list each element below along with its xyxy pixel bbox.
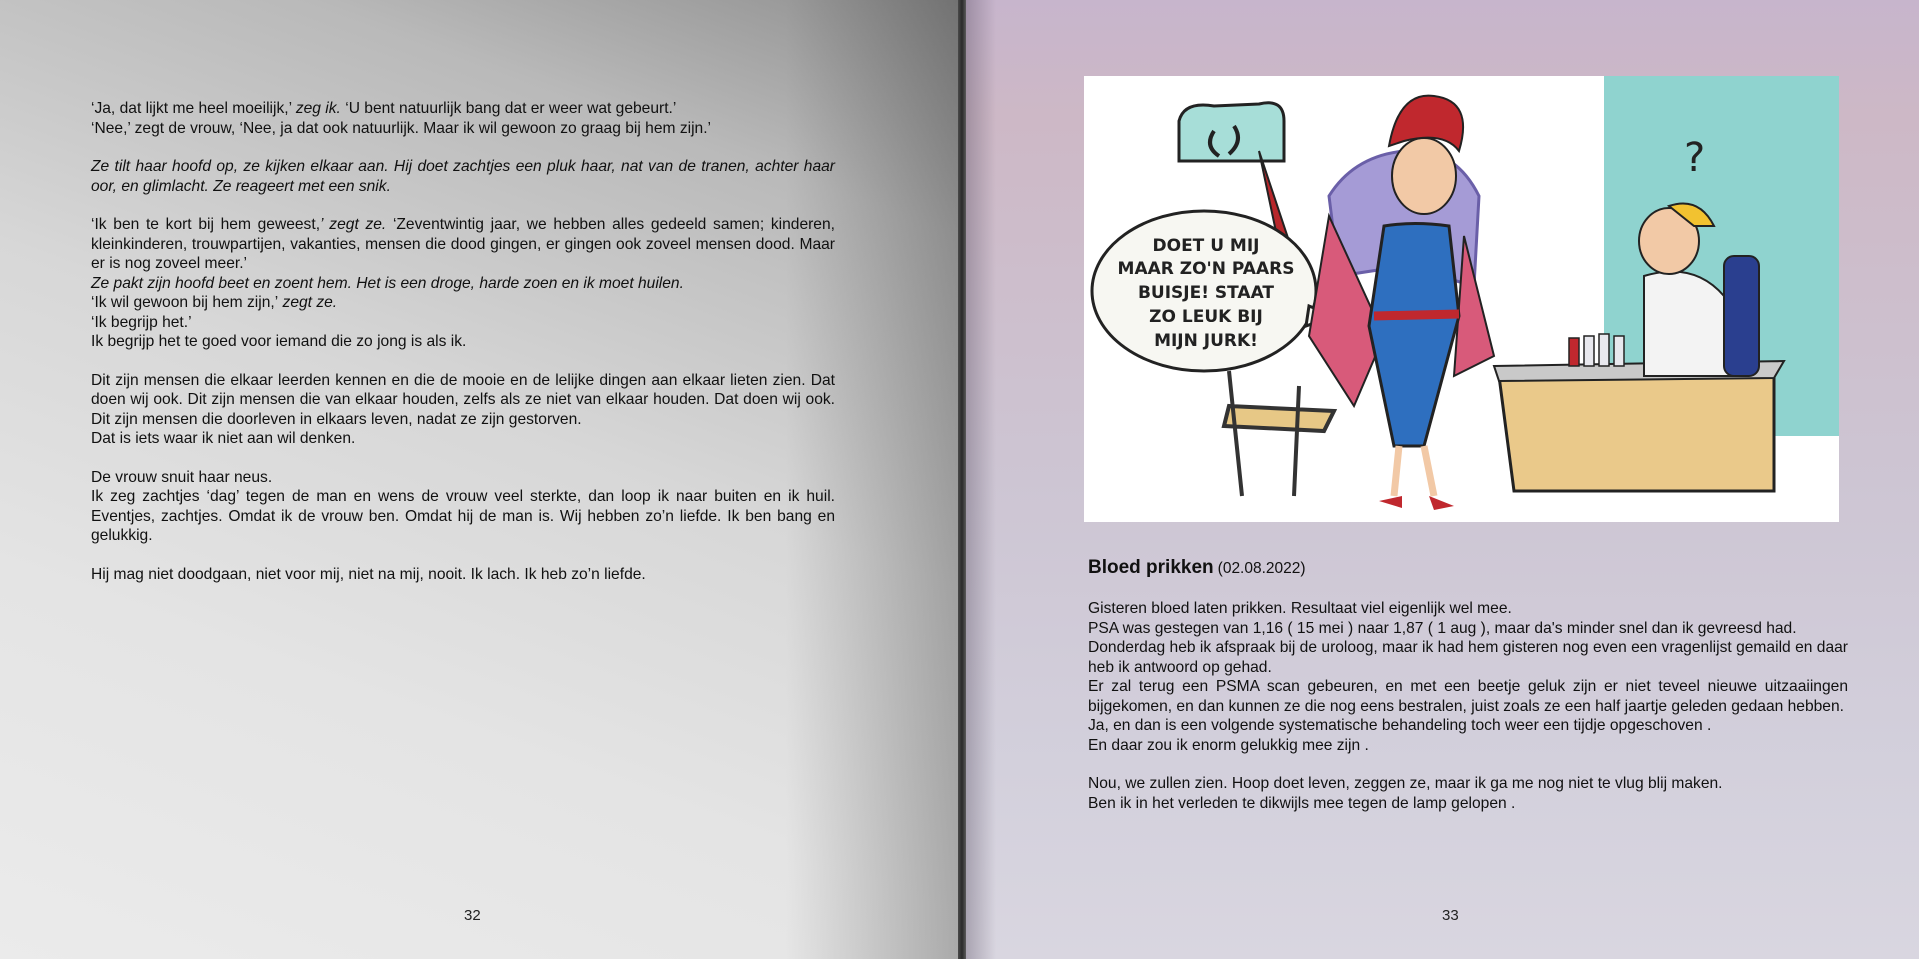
doctor-chair [1724, 256, 1759, 376]
text-run: ‘Ik ben te kort bij hem geweest, [91, 216, 321, 233]
text-run: ‘Zeventwintig jaar, we hebben alles gedeeld samen; kinderen, kleinkinderen, trouwpartijen, vakanties, mensen die dood gingen, er gingen ook zoveel mensen dood. Maar er is nog zoveel meer.’ [91, 216, 835, 272]
paragraph: En daar zou ik enorm gelukkig mee zijn . [1088, 736, 1369, 754]
blue-dress [1369, 224, 1459, 447]
paragraph: Hij mag niet doodgaan, niet voor mij, niet na mij, nooit. Ik lach. Ik heb zo’n liefde. [91, 565, 646, 583]
paragraph: ‘Ik begrijp het.’ [91, 313, 192, 331]
post-title-text: Bloed prikken [1088, 557, 1214, 578]
page-number: 32 [464, 907, 481, 924]
paragraph: Ik zeg zachtjes ‘dag’ tegen de man en wens de vrouw veel sterkte, dan loop ik naar buiten en ik huil. Eventjes, zachtjes. Omdat ik de vrouw ben. Omdat hij de man is. Wij hebben zo’n liefde. Ik ben bang en gelukkig. [91, 488, 835, 544]
speech-line: MAAR ZO'N PAARS [1117, 259, 1295, 279]
paragraph-italic: Ze pakt zijn hoofd beet en zoent hem. Het is een droge, harde zoen en ik moet huilen. [91, 274, 684, 292]
question-mark: ? [1684, 135, 1706, 181]
paragraph: De vrouw snuit haar neus. [91, 468, 273, 486]
text-run-italic: ’ zegt ze. [320, 216, 387, 233]
paragraph: Er zal terug een PSMA scan gebeuren, en met een beetje geluk zijn er niet teveel nieuwe uitzaaiingen bijgekomen, en dan kunnen ze die nog eens bestralen, juist zoals ze een half jaartje geleden gedaan hebben. [1088, 678, 1848, 715]
paragraph: ‘Nee,’ zegt de vrouw, ‘Nee, ja dat ook natuurlijk. Maar ik wil gewoon zo graag bij hem zijn.’ [91, 119, 712, 137]
chair [1224, 371, 1334, 496]
paragraph: PSA was gestegen van 1,16 ( 15 mei ) naar 1,87 ( 1 aug ), maar da's minder snel dan ik gevreesd had. [1088, 619, 1797, 637]
post-title [1088, 557, 1306, 579]
post-date: (02.08.2022) [1217, 560, 1306, 577]
left-page-text [91, 99, 835, 584]
speech-line: BUISJE! STAAT [1137, 283, 1275, 303]
speech-line: DOET U MIJ [1152, 236, 1260, 256]
paragraph: Dit zijn mensen die elkaar leerden kennen en die de mooie en de lelijke dingen aan elkaar lieten zien. Dat doen wij ook. Dit zijn mensen die van elkaar houden, zelfs als ze niet van elkaar houden. Dat doen wij ook. Dit zijn mensen die doorleven in elkaars leven, nadat ze zijn gestorven. [91, 371, 835, 428]
paragraph: Donderdag heb ik afspraak bij de uroloog, maar ik had hem gisteren nog even een vragenlijst gemaild en daar heb ik antwoord op gehad. [1088, 639, 1848, 676]
paragraph: Gisteren bloed laten prikken. Resultaat viel eigenlijk wel mee. [1088, 600, 1512, 617]
red-belt [1374, 314, 1459, 316]
paragraph: Dat is iets waar ik niet aan wil denken. [91, 430, 356, 447]
paragraph: Ja, en dan is een volgende systematische behandeling toch weer een tijdje opgeschoven . [1088, 717, 1712, 734]
paragraph [91, 99, 835, 119]
right-page-text [1088, 599, 1848, 813]
paragraph: Ik begrijp het te goed voor iemand die zo jong is als ik. [91, 333, 467, 350]
text-run: ‘Ja, dat lijkt me heel moeilijk,’ [91, 100, 296, 117]
text-run-italic: zegt ze. [278, 294, 338, 311]
desk [1499, 376, 1774, 491]
red-shoes [1379, 496, 1454, 510]
cartoon-illustration [1084, 76, 1839, 522]
test-tubes [1569, 334, 1624, 366]
left-page [0, 0, 958, 959]
speech-line: MIJN JURK! [1154, 331, 1258, 351]
text-run: ‘Ik wil gewoon bij hem zijn,’ [91, 294, 279, 311]
text-run-italic: zeg ik. [295, 100, 341, 117]
paragraph [91, 215, 835, 274]
paragraph: Ben ik in het verleden te dikwijls mee tegen de lamp gelopen . [1088, 794, 1516, 812]
speech-line: ZO LEUK BIJ [1149, 307, 1263, 327]
text-run: ‘U bent natuurlijk bang dat er weer wat gebeurt.’ [340, 100, 677, 117]
page-number: 33 [1442, 907, 1459, 924]
paragraph: Nou, we zullen zien. Hoop doet leven, zeggen ze, maar ik ga me nog niet te vlug blij maken. [1088, 775, 1723, 792]
paragraph-italic: Ze tilt haar hoofd op, ze kijken elkaar aan. Hij doet zachtjes een pluk haar, nat van de tranen, achter haar oor, en glimlacht. Ze reageert met een snik. [91, 158, 835, 195]
woman-head [1392, 138, 1456, 214]
paragraph [91, 293, 835, 313]
book-spine [958, 0, 966, 959]
